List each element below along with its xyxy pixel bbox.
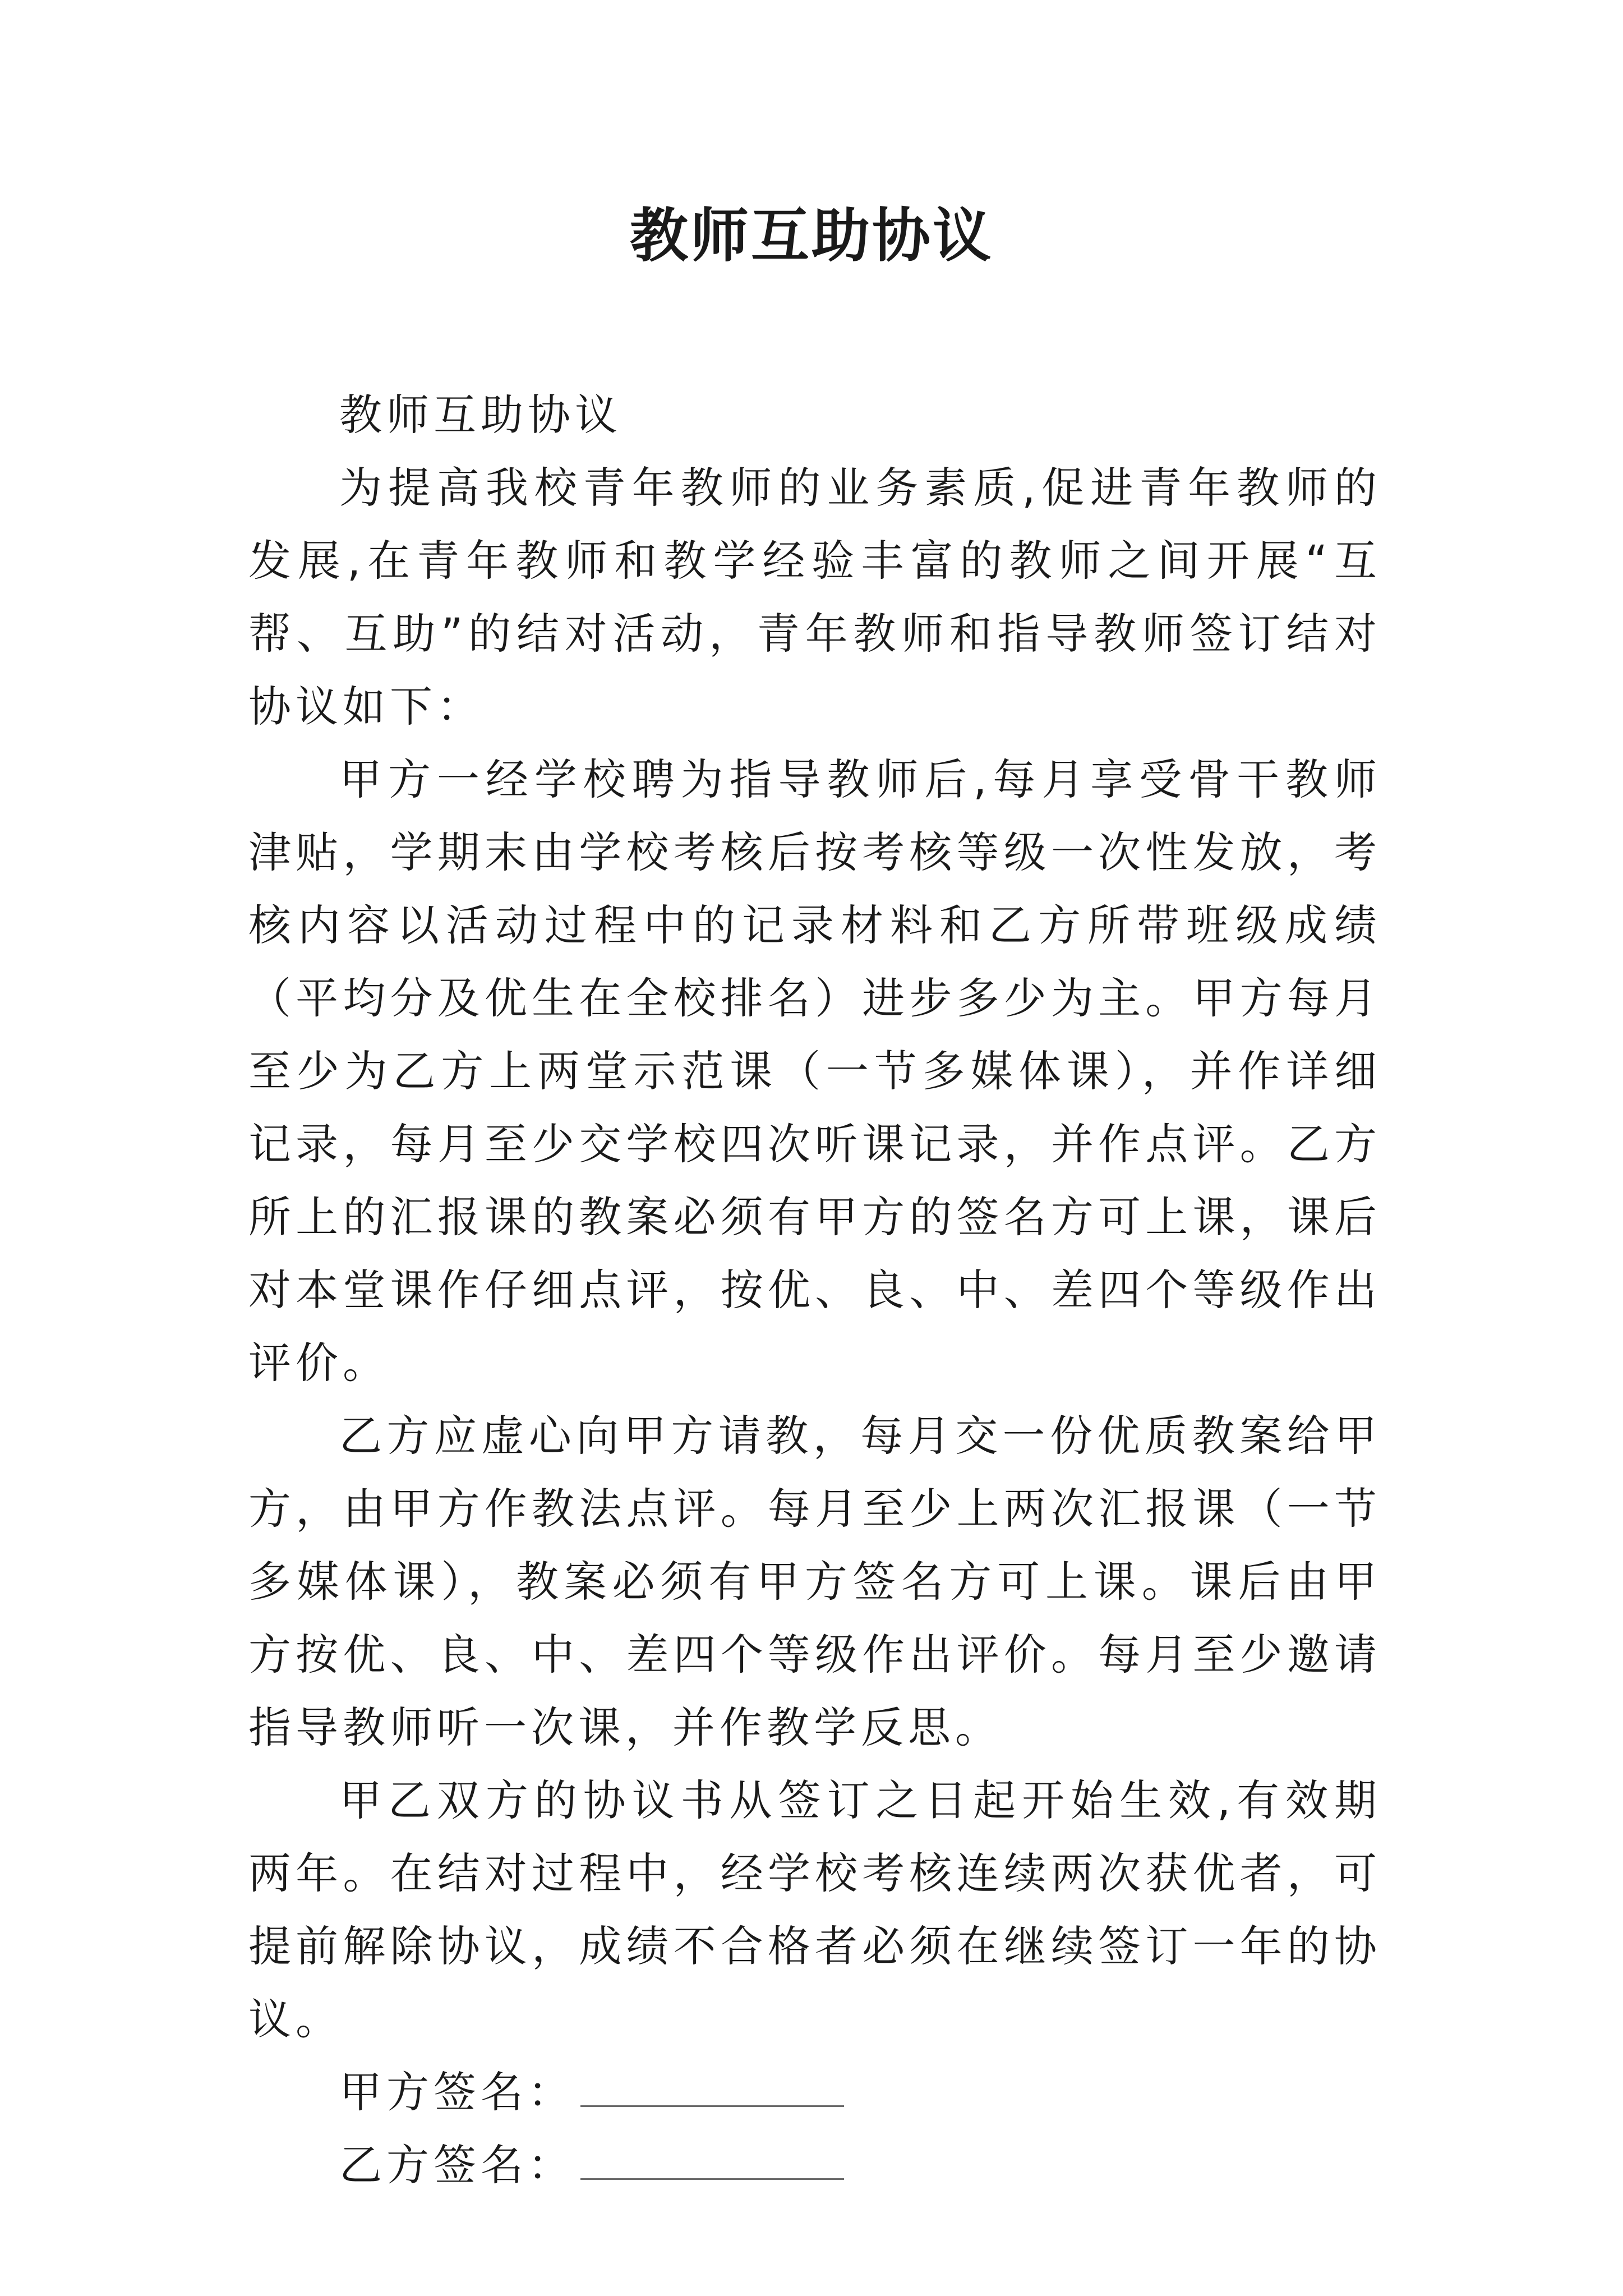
party-a-signature-line (248, 2056, 1381, 2129)
party-a-signature-label: 甲方签名： (339, 2067, 575, 2117)
party-b-signature-field[interactable] (580, 2142, 844, 2180)
document-title: 教师互助协议 (629, 201, 993, 270)
paragraph-party-b-duties: 乙方应虚心向甲方请教，每月交一份优质教案给甲方，由甲方作教法点评。每月至少上两次汇报课（一节多媒体课），教案必须有甲方签名方可上课。课后由甲方按优、良、中、差四个等级作出评价。每月至少邀请指导教师听一次课，并作教学反思。 (248, 1411, 1381, 1752)
paragraph-party-a-duties: 甲方一经学校聘为指导教师后,每月享受骨干教师津贴，学期末由学校考核后按考核等级一次性发放，考核内容以活动过程中的记录材料和乙方所带班级成绩（平均分及优生在全校排名）进步多少为主。甲方每月至少为乙方上两堂示范课（一节多媒体课），并作详细记录，每月至少交学校四次听课记录，并作点评。乙方所上的汇报课的教案必须有甲方的签名方可上课，课后对本堂课作仔细点评，按优、良、中、差四个等级作出评价。 (248, 754, 1381, 1388)
paragraph-validity: 甲乙双方的协议书从签订之日起开始生效,有效期两年。在结对过程中，经学校考核连续两次获优者，可提前解除协议，成绩不合格者必须在继续签订一年的协议。 (248, 1775, 1381, 2044)
paragraph-purpose: 为提高我校青年教师的业务素质,促进青年教师的发展,在青年教师和教学经验丰富的教师之间开展“互帮、互助”的结对活动，青年教师和指导教师签订结对协议如下： (248, 463, 1381, 731)
document-subtitle: 教师互助协议 (339, 390, 622, 440)
document-body (248, 379, 1381, 2202)
party-b-signature-label: 乙方签名： (339, 2140, 575, 2190)
party-b-signature-line (248, 2129, 1381, 2202)
party-a-signature-field[interactable] (580, 2069, 844, 2107)
